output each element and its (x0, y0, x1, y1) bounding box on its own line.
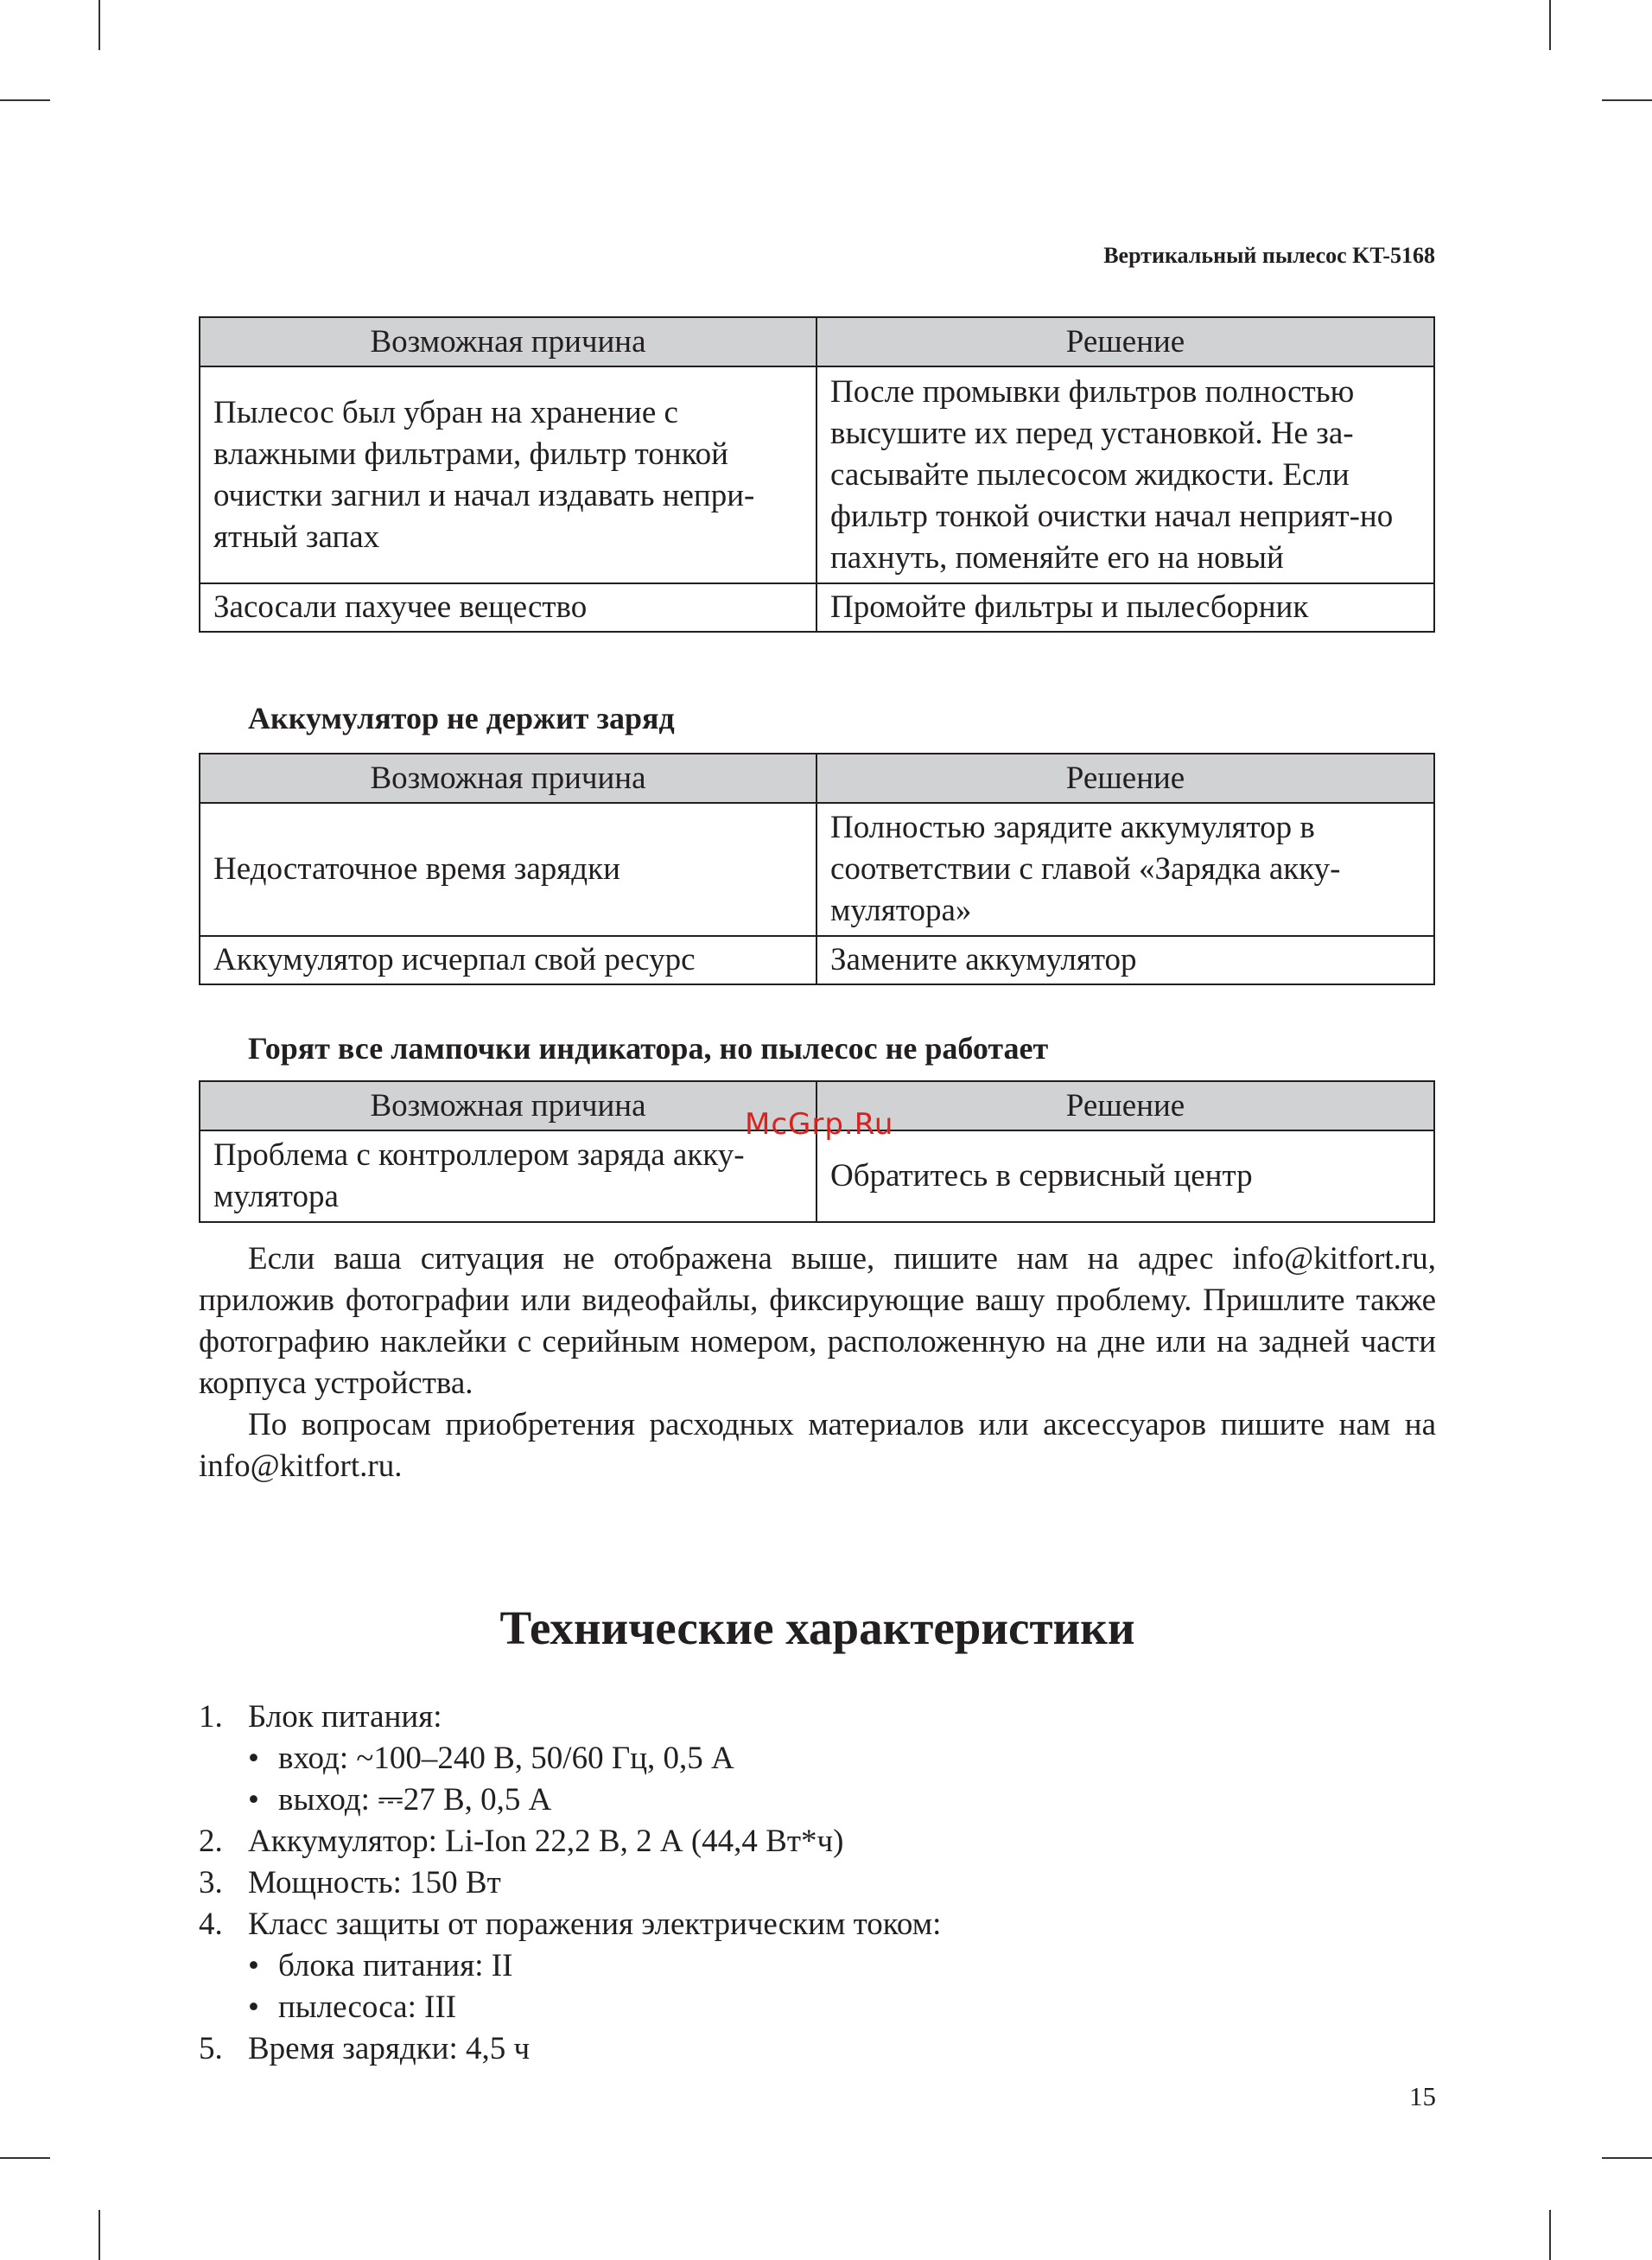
spec-number: 4. (199, 1907, 223, 1942)
spec-number: 2. (199, 1824, 223, 1859)
paragraph: Если ваша ситуация не отображена выше, пишите нам на адрес info@kitfort.ru, приложив фотографии или видеофайлы, фиксирующие вашу проблему. Пришлите также фотографию наклейки с серийным номером, расположенную на дне или на задней части корпуса устройства. (199, 1241, 1436, 1401)
crop-mark (0, 2157, 50, 2159)
spec-subitem: • блока питания: II (248, 1945, 1436, 1987)
spec-subitem: • выход: ⎓27 В, 0,5 А (248, 1779, 1436, 1821)
column-header-solution: Решение (816, 754, 1434, 803)
specs-list (199, 1697, 1436, 2070)
bullet: • (248, 1741, 259, 1776)
spec-sublist (248, 1738, 1436, 1821)
spec-number: 1. (199, 1699, 223, 1735)
troubleshooting-table-smell (199, 316, 1435, 633)
section-heading-battery: Аккумулятор не держит заряд (248, 701, 675, 735)
table-row (200, 1130, 1434, 1222)
spec-number: 3. (199, 1865, 223, 1900)
paragraph: По вопросам приобретения расходных материалов или аксессуаров пишите нам на info@kitfort.ru. (199, 1407, 1436, 1484)
table-row (200, 366, 1434, 583)
crop-mark (1602, 2157, 1652, 2159)
spec-subitem: • пылесоса: III (248, 1987, 1436, 2028)
crop-mark (1549, 0, 1551, 50)
solution-cell: Обратитесь в сервисный центр (816, 1130, 1434, 1222)
spec-text: Класс защиты от поражения электрическим током: (248, 1907, 942, 1942)
cause-cell: Засосали пахучее вещество (200, 583, 816, 632)
cause-cell: Аккумулятор исчерпал свой ресурс (200, 936, 816, 984)
crop-mark (98, 0, 100, 50)
spec-text: Мощность: 150 Вт (248, 1865, 501, 1900)
spec-item (199, 1862, 1436, 1904)
spec-sublist (248, 1945, 1436, 2028)
section-title-specs: Технические характеристики (499, 1601, 1135, 1654)
column-header-solution: Решение (816, 1081, 1434, 1130)
table-row (200, 936, 1434, 984)
spec-text: Блок питания: (248, 1699, 442, 1735)
spec-text: Время зарядки: 4,5 ч (248, 2031, 531, 2066)
crop-mark (98, 2210, 100, 2260)
running-head: Вертикальный пылесос KT-5168 (1103, 243, 1435, 268)
table-header-row (200, 754, 1434, 803)
table-header-row (200, 317, 1434, 366)
solution-cell: После промывки фильтров полностью высушите их перед установкой. Не за-сасывайте пылесосом жидкости. Если фильтр тонкой очистки начал неприят-но пахнуть, поменяйте его на новый (816, 366, 1434, 583)
page-number: 15 (1409, 2081, 1436, 2111)
column-header-cause: Возможная причина (200, 1081, 816, 1130)
solution-cell: Полностью зарядите аккумулятор в соответствии с главой «Зарядка акку-мулятора» (816, 803, 1434, 936)
crop-mark (1602, 99, 1652, 101)
crop-mark (0, 99, 50, 101)
cause-cell: Проблема с контроллером заряда акку-мулятора (200, 1130, 816, 1222)
column-header-solution: Решение (816, 317, 1434, 366)
bullet: • (248, 1782, 259, 1818)
spec-item (199, 1697, 1436, 1821)
spec-item (199, 2028, 1436, 2070)
table-row (200, 803, 1434, 936)
column-header-cause: Возможная причина (200, 317, 816, 366)
contact-paragraphs (199, 1238, 1436, 1487)
watermark: McGrp.Ru (745, 1107, 894, 1142)
bullet: • (248, 1948, 259, 1983)
troubleshooting-table-battery (199, 753, 1435, 985)
spec-item (199, 1821, 1436, 1862)
table-row (200, 583, 1434, 632)
troubleshooting-table-indicators (199, 1080, 1435, 1223)
spec-item (199, 1904, 1436, 2028)
spec-subitem: • вход: ~100–240 В, 50/60 Гц, 0,5 А (248, 1738, 1436, 1779)
solution-cell: Замените аккумулятор (816, 936, 1434, 984)
solution-cell: Промойте фильтры и пылесборник (816, 583, 1434, 632)
section-heading-indicators: Горят все лампочки индикатора, но пылесос не работает (248, 1031, 1049, 1066)
cause-cell: Пылесос был убран на хранение с влажными фильтрами, фильтр тонкой очистки загнил и начал издавать непри-ятный запах (200, 366, 816, 583)
column-header-cause: Возможная причина (200, 754, 816, 803)
cause-cell: Недостаточное время зарядки (200, 803, 816, 936)
spec-number: 5. (199, 2031, 223, 2066)
spec-text: Аккумулятор: Li-Ion 22,2 В, 2 А (44,4 Вт*ч) (248, 1824, 844, 1859)
bullet: • (248, 1989, 259, 2025)
crop-mark (1549, 2210, 1551, 2260)
